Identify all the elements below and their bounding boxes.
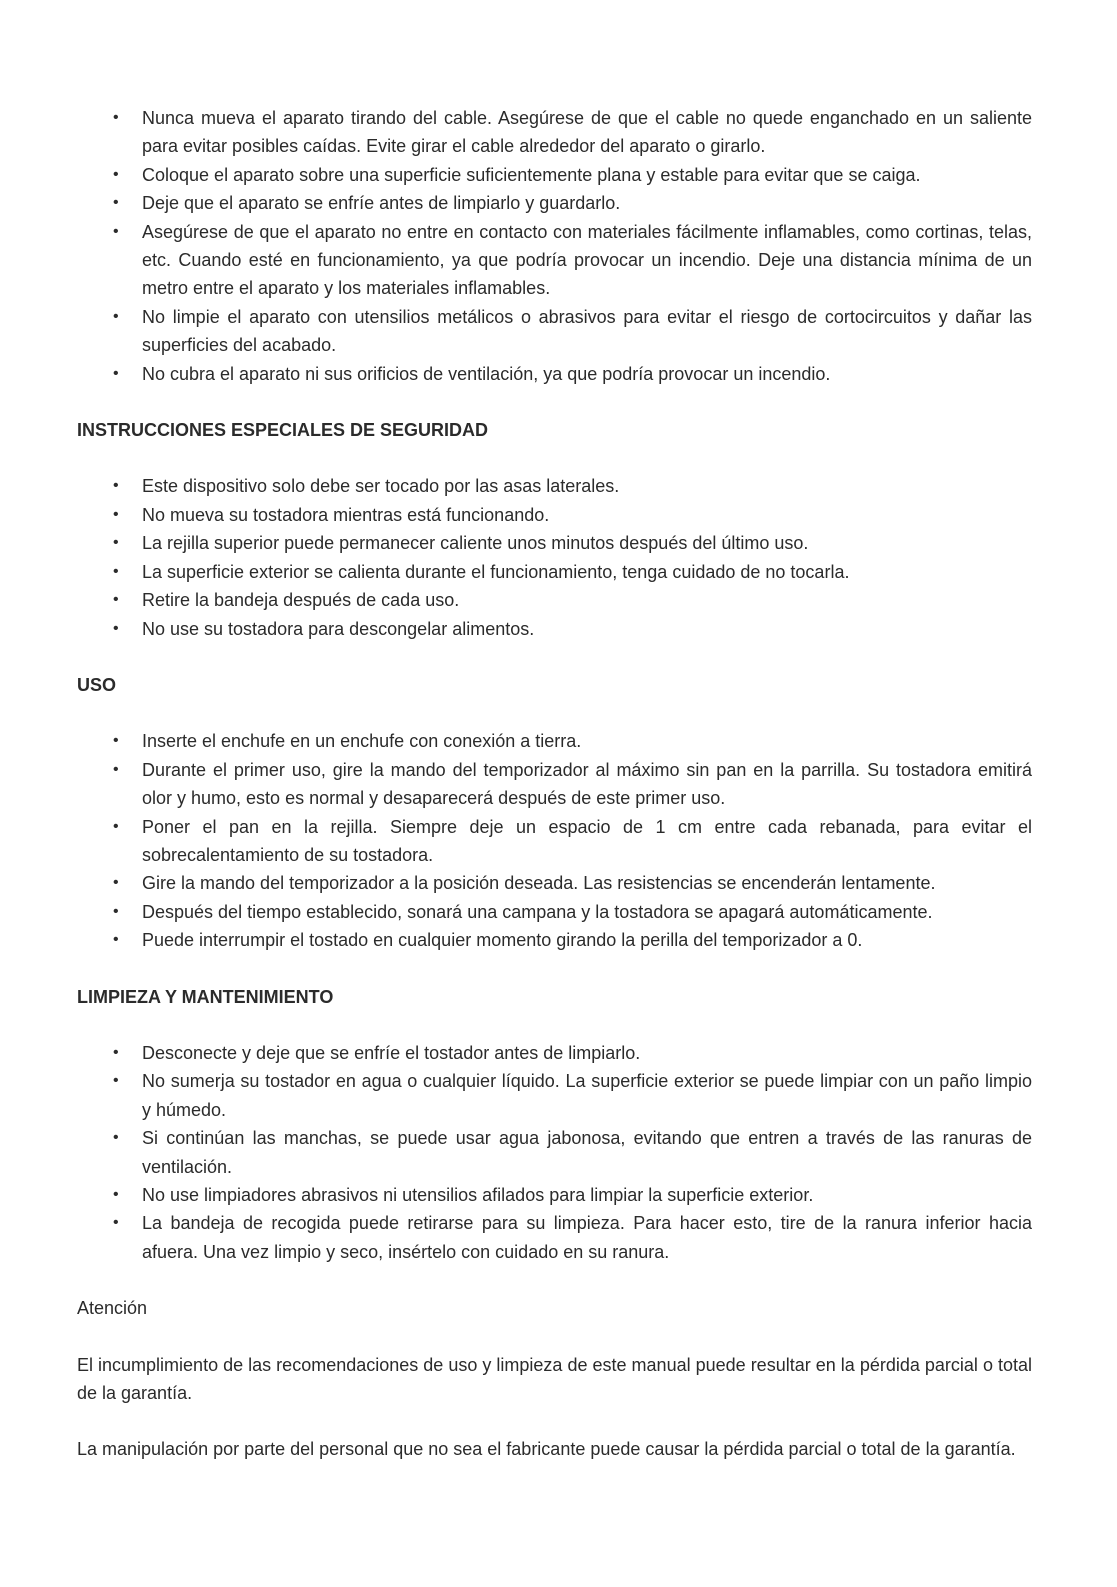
- list-item: • Puede interrumpir el tostado en cualquier momento girando la perilla del temporizador a 0.: [142, 926, 1032, 954]
- use-list: [77, 727, 1032, 954]
- cleaning-list: [77, 1039, 1032, 1266]
- list-item: • No limpie el aparato con utensilios metálicos o abrasivos para evitar el riesgo de cortocircuitos y dañar las superficies del acabado.: [142, 303, 1032, 360]
- list-item: • La superficie exterior se calienta durante el funcionamiento, tenga cuidado de no tocarla.: [142, 558, 1032, 586]
- attention-title: Atención: [77, 1298, 148, 1319]
- list-item: • Este dispositivo solo debe ser tocado por las asas laterales.: [142, 472, 1032, 500]
- list-item: • La bandeja de recogida puede retirarse para su limpieza. Para hacer esto, tire de la ranura inferior hacia afuera. Una vez limpio y seco, insértelo con cuidado en su ranura.: [142, 1209, 1032, 1266]
- list-item: • Gire la mando del temporizador a la posición deseada. Las resistencias se encenderán lentamente.: [142, 869, 1032, 897]
- list-item: • No sumerja su tostador en agua o cualquier líquido. La superficie exterior se puede limpiar con un paño limpio y húmedo.: [142, 1067, 1032, 1124]
- list-item: • No use limpiadores abrasivos ni utensilios afilados para limpiar la superficie exterior.: [142, 1181, 1032, 1209]
- list-item: • Desconecte y deje que se enfríe el tostador antes de limpiarlo.: [142, 1039, 1032, 1067]
- list-item: • Nunca mueva el aparato tirando del cable. Asegúrese de que el cable no quede enganchado en un saliente para evitar posibles caídas. Evite girar el cable alrededor del aparato o girarlo.: [142, 104, 1032, 161]
- list-item: • Después del tiempo establecido, sonará una campana y la tostadora se apagará automáticamente.: [142, 898, 1032, 926]
- list-item: • No cubra el aparato ni sus orificios de ventilación, ya que podría provocar un incendio.: [142, 360, 1032, 388]
- safety-heading: INSTRUCCIONES ESPECIALES DE SEGURIDAD: [77, 420, 489, 441]
- list-item: • Inserte el enchufe en un enchufe con conexión a tierra.: [142, 727, 1032, 755]
- list-item: • No use su tostadora para descongelar alimentos.: [142, 615, 1032, 643]
- cleaning-heading: LIMPIEZA Y MANTENIMIENTO: [77, 986, 334, 1007]
- list-item: • La rejilla superior puede permanecer caliente unos minutos después del último uso.: [142, 529, 1032, 557]
- document-page: [77, 104, 1032, 1464]
- intro-warnings-list: [77, 104, 1032, 388]
- attention-paragraph-warranty: El incumplimiento de las recomendaciones de uso y limpieza de este manual puede resultar en la pérdida parcial o total de la garantía.: [77, 1354, 1032, 1404]
- attention-paragraph-manipulation: La manipulación por parte del personal que no sea el fabricante puede causar la pérdida parcial o total de la garantía.: [77, 1439, 1016, 1460]
- list-item: • Si continúan las manchas, se puede usar agua jabonosa, evitando que entren a través de las ranuras de ventilación.: [142, 1124, 1032, 1181]
- list-item: • Deje que el aparato se enfríe antes de limpiarlo y guardarlo.: [142, 189, 1032, 217]
- list-item: • No mueva su tostadora mientras está funcionando.: [142, 501, 1032, 529]
- list-item: • Durante el primer uso, gire la mando del temporizador al máximo sin pan en la parrilla. Su tostadora emitirá olor y humo, esto es normal y desaparecerá después de este primer uso.: [142, 756, 1032, 813]
- list-item: • Poner el pan en la rejilla. Siempre deje un espacio de 1 cm entre cada rebanada, para evitar el sobrecalentamiento de su tostadora.: [142, 813, 1032, 870]
- list-item: • Coloque el aparato sobre una superficie suficientemente plana y estable para evitar que se caiga.: [142, 161, 1032, 189]
- list-item: • Asegúrese de que el aparato no entre en contacto con materiales fácilmente inflamables, como cortinas, telas, etc. Cuando esté en funcionamiento, ya que podría provocar un incendio. Deje una distancia mínima de un metro entre el aparato y los materiales inflamables.: [142, 218, 1032, 303]
- safety-list: [77, 472, 1032, 642]
- list-item: • Retire la bandeja después de cada uso.: [142, 586, 1032, 614]
- use-heading: USO: [77, 674, 117, 695]
